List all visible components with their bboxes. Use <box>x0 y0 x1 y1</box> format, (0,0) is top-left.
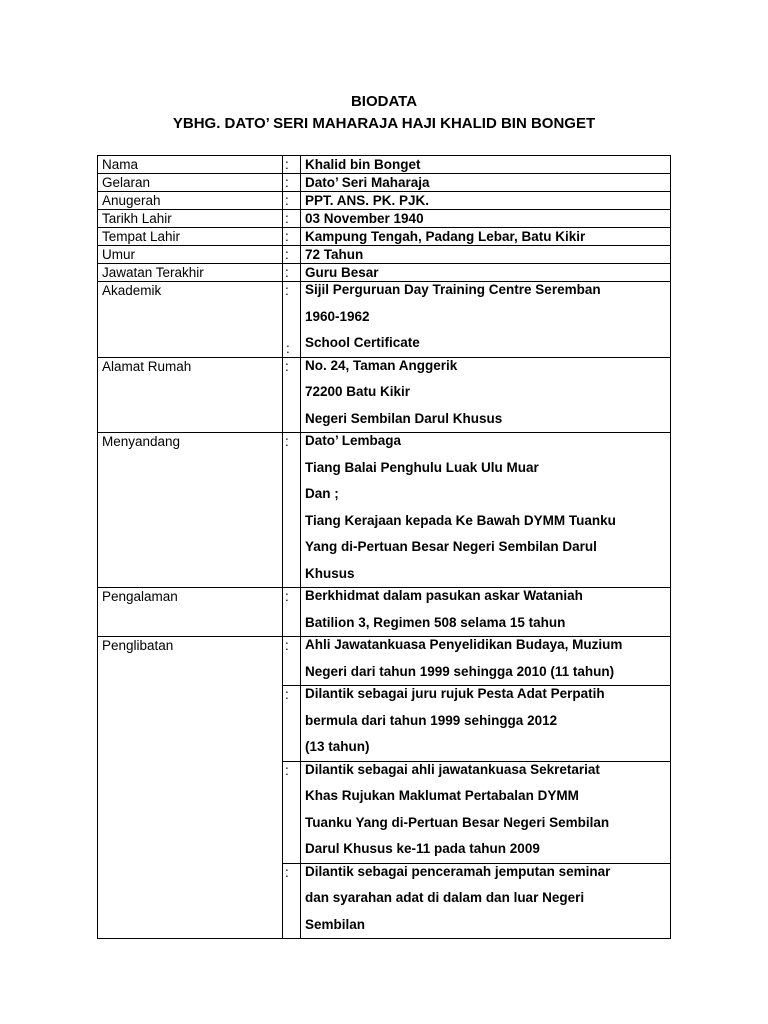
field-label: Umur <box>98 246 283 264</box>
value-line: Guru Besar <box>305 265 379 280</box>
value-line: Dato’ Lembaga <box>305 433 402 448</box>
field-separator <box>283 637 301 686</box>
colon-separator: : <box>285 638 289 653</box>
colon-separator: : <box>285 762 289 778</box>
field-label: Menyandang <box>98 433 283 588</box>
field-label: Jawatan Terakhir <box>98 264 283 282</box>
value-line: Negeri dari tahun 1999 sehingga 2010 (11 tahun) <box>305 663 615 679</box>
value-line: 03 November 1940 <box>305 211 424 226</box>
field-value <box>301 637 671 686</box>
field-separator <box>283 246 301 264</box>
value-line: Negeri Sembilan Darul Khusus <box>305 410 503 426</box>
field-separator <box>283 174 301 192</box>
table-row <box>98 174 671 192</box>
table-row <box>98 433 671 588</box>
field-value <box>301 246 671 264</box>
field-value <box>301 357 671 433</box>
field-value <box>301 174 671 192</box>
field-separator <box>283 863 301 939</box>
colon-separator: : <box>285 175 289 190</box>
field-label: Gelaran <box>98 174 283 192</box>
colon-separator: : <box>285 589 289 604</box>
colon-separator: : <box>285 211 289 226</box>
value-line: School Certificate <box>305 335 420 350</box>
value-line: Khalid bin Bonget <box>305 157 421 172</box>
value-line: Dato’ Seri Maharaja <box>305 175 430 190</box>
value-line: Kampung Tengah, Padang Lebar, Batu Kikir <box>305 229 586 244</box>
field-separator <box>283 264 301 282</box>
field-value <box>301 192 671 210</box>
field-separator <box>283 357 301 433</box>
colon-separator: : <box>285 247 289 262</box>
value-line: Tiang Kerajaan kepada Ke Bawah DYMM Tuanku <box>305 512 616 528</box>
value-line: Yang di-Pertuan Besar Negeri Sembilan Darul <box>305 539 597 554</box>
colon-separator: : <box>285 864 289 880</box>
colon-separator: : <box>285 687 289 702</box>
value-line: (13 tahun) <box>305 739 370 754</box>
field-label: Akademik <box>98 282 283 358</box>
field-value <box>301 156 671 174</box>
biodata-table <box>97 155 671 939</box>
field-label: Pengalaman <box>98 588 283 637</box>
table-row <box>98 357 671 433</box>
field-label: Alamat Rumah <box>98 357 283 433</box>
value-line: Sijil Perguruan Day Training Centre Seremban <box>305 282 601 297</box>
value-line: Tiang Balai Penghulu Luak Ulu Muar <box>305 459 539 475</box>
value-line: PPT. ANS. PK. PJK. <box>305 193 430 208</box>
field-separator <box>283 156 301 174</box>
field-value <box>301 588 671 637</box>
field-separator <box>283 228 301 246</box>
value-line: Khas Rujukan Maklumat Pertabalan DYMM <box>305 788 579 803</box>
field-label: Nama <box>98 156 283 174</box>
colon-separator: : <box>285 265 289 280</box>
field-value <box>301 761 671 863</box>
value-line: Dan ; <box>305 486 339 501</box>
field-separator <box>283 588 301 637</box>
field-value <box>301 210 671 228</box>
field-label: Anugerah <box>98 192 283 210</box>
field-value <box>301 282 671 358</box>
value-line: Batilion 3, Regimen 508 selama 15 tahun <box>305 614 566 630</box>
value-line: dan syarahan adat di dalam dan luar Negeri <box>305 890 585 905</box>
table-row <box>98 246 671 264</box>
value-line: 72200 Batu Kikir <box>305 384 411 399</box>
document-subtitle: YBHG. DATO’ SERI MAHARAJA HAJI KHALID BIN BONGET <box>172 115 596 132</box>
table-row <box>98 228 671 246</box>
table-row <box>98 282 671 358</box>
colon-separator: : <box>285 358 289 374</box>
value-line: Dilantik sebagai penceramah jemputan seminar <box>305 863 611 879</box>
value-line: Tuanku Yang di-Pertuan Besar Negeri Sembilan <box>305 814 610 830</box>
colon-separator: : <box>285 283 289 298</box>
colon-separator: : <box>285 434 289 449</box>
colon-separator: : <box>285 193 289 208</box>
value-line: Sembilan <box>305 916 366 932</box>
field-separator <box>283 761 301 863</box>
field-value <box>301 863 671 939</box>
value-line: Dilantik sebagai ahli jawatankuasa Sekretariat <box>305 761 600 777</box>
value-line: 72 Tahun <box>305 247 364 262</box>
value-line: Darul Khusus ke-11 pada tahun 2009 <box>305 841 540 856</box>
table-row <box>98 192 671 210</box>
field-separator <box>283 433 301 588</box>
value-line: Ahli Jawatankuasa Penyelidikan Budaya, Muzium <box>305 637 623 652</box>
field-label: Tarikh Lahir <box>98 210 283 228</box>
field-label: Tempat Lahir <box>98 228 283 246</box>
table-row <box>98 637 671 686</box>
colon-separator: : <box>285 157 289 172</box>
value-line: Berkhidmat dalam pasukan askar Wataniah <box>305 588 583 603</box>
table-row <box>98 156 671 174</box>
table-row <box>98 210 671 228</box>
table-row <box>98 588 671 637</box>
field-separator <box>283 192 301 210</box>
biodata-table-body <box>98 156 671 939</box>
value-line: Khusus <box>305 565 355 581</box>
value-line: 1960-1962 <box>305 308 370 324</box>
colon-separator: : <box>285 229 289 244</box>
document-title: BIODATA <box>350 93 418 110</box>
field-separator <box>283 282 301 358</box>
field-value <box>301 686 671 762</box>
value-line: Dilantik sebagai juru rujuk Pesta Adat Perpatih <box>305 686 605 701</box>
field-value <box>301 433 671 588</box>
value-line: No. 24, Taman Anggerik <box>305 357 458 373</box>
field-separator <box>283 210 301 228</box>
field-separator <box>283 686 301 762</box>
colon-separator: : <box>286 340 290 356</box>
field-label: Penglibatan <box>98 637 283 939</box>
value-line: bermula dari tahun 1999 sehingga 2012 <box>305 712 558 728</box>
field-value <box>301 228 671 246</box>
